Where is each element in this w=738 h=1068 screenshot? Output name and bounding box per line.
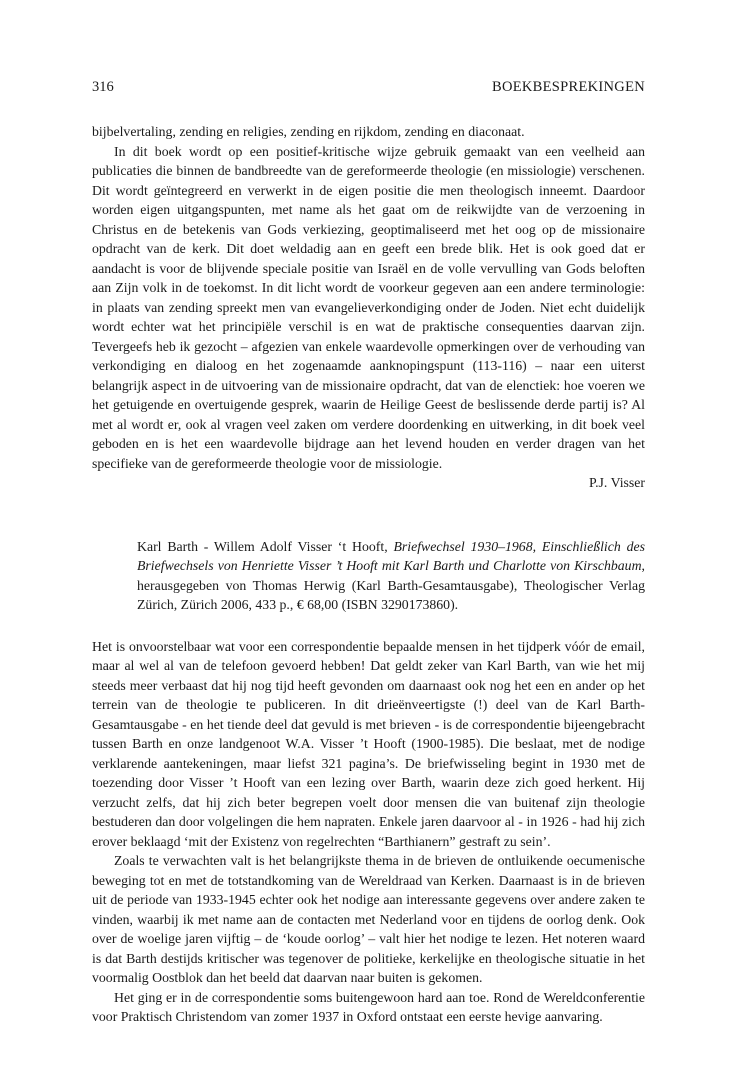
review-2-paragraph-3: Het ging er in de correspondentie soms buitengewoon hard aan toe. Rond de Wereldconferentie voor Praktisch Christendom van zomer 1937 in Oxford ontstaat een eerste hevige aanvaring.: [92, 989, 645, 1024]
biblio-details: , herausgegeben von Thomas Herwig (Karl Barth-Gesamtausgabe), Theologischer Verlag Zürich, Zürich 2006, 433 p., € 68,00 (ISBN 3290173860).: [137, 558, 645, 612]
review-2-paragraph-1: Het is onvoorstelbaar wat voor een correspondentie bepaalde mensen in het tijdperk vóór de email, maar al wel al van de telefoon gevoerd hebben! Dat geldt zeker van Karl Barth, van wie het mij steeds meer verbaast dat hij nog tijd heeft gevonden om daarnaast ook nog het een en ander op het terrein van de theologie te publiceren. In dit drieënveertigste (!) deel van de Karl Barth-Gesamtausgabe - en het tiende deel dat gevuld is met brieven - is de correspondentie bijeengebracht tussen Barth en onze landgenoot W.A. Visser ’t Hooft (1900-1985). Die beslaat, met de nodige verklarende aantekeningen, maar liefst 321 pagina’s. De briefwisseling begint in 1930 met de toezending door Visser ’t Hooft van een lezing over Barth, waarin deze zich goed herkent. Hij verzucht zelfs, dat hij zich beter begrepen voelt door mensen die van buitenaf zijn theologie bestuderen dan door volgelingen die hem napraten. Enkele jaren daarvoor al - in 1926 - had hij zich erover beklaagd ‘mit der Existenz von regelrechten “Barthianern” gestraft zu sein’.: [92, 638, 645, 849]
biblio-title: Briefwechsel 1930–1968, Einschließlich des Briefwechsels von Henriette Visser ’t Hooft mit Karl Barth und Charlotte von Kirschbaum: [137, 538, 645, 573]
bibliographic-entry: [137, 537, 645, 615]
section-title: BOEKBESPREKINGEN: [491, 79, 645, 95]
running-header: [92, 79, 645, 96]
review-2-text: [92, 637, 645, 1027]
review-2-paragraph-2: Zoals te verwachten valt is het belangrijkste thema in de brieven de ontluikende oecumenische beweging tot en met de totstandkoming van de Wereldraad van Kerken. Daarnaast is in de brieven uit de periode van 1933-1945 echter ook het nodige aan interessante gegevens over andere zaken te vinden, waarbij ik met name aan de contacten met Nederland voor en tijdens de oorlog denk. Ook over de woelige jaren vijftig – de ‘koude oorlog’ – valt hier het nodige te lezen. Het noteren waard is dat Barth destijds kritischer was tegenover de politieke, kerkelijke en theologische situatie in het voormalig Oostblok dan het beeld dat daarvan naar buiten is gekomen.: [92, 853, 645, 985]
review-2: [92, 537, 645, 1027]
reviewer-signature: P.J. Visser: [588, 475, 645, 490]
page-number: 316: [92, 79, 114, 95]
biblio-authors: Karl Barth - Willem Adolf Visser ‘t Hooft,: [137, 538, 394, 554]
review-1-paragraph-1: bijbelvertaling, zending en religies, zending en rijkdom, zending en diaconaat.: [92, 124, 525, 139]
review-1-paragraph-2: In dit boek wordt op een positief-kritische wijze gebruik gemaakt van een veelheid aan publicaties die binnen de bandbreedte van de gereformeerde theologie (en missiologie) verschenen. Dit wordt geïntegreerd en verwerkt in de eigen positie die men theologisch inneemt. Daardoor worden eigen uitgangspunten, met name als het gaat om de reikwijdte van de verzoening in Christus en de betekenis van Gods verkiezing, geoptimaliseerd met het oog op de missionaire opdracht van de kerk. Dit doet weldadig aan en geeft een brede blik. Het is ook goed dat er aandacht is voor de blijvende speciale positie van Israël en de volle vervulling van Gods beloften aan Zijn volk in de toekomst. In dit licht wordt de voorkeur gegeven aan een andere terminologie: in plaats van zending spreekt men van evangelieverkondiging onder de Joden. Niet echt duidelijk wordt echter wat het principiële verschil is en wat de praktische consequenties daarvan zijn. Tevergeefs heb ik gezocht – afgezien van enkele waardevolle opmerkingen over de verhouding van verkondiging en dialoog en het zogenaamde aanknopingspunt (113-116) – naar een uiterst belangrijk aspect in de uitvoering van de missionaire opdracht, dat van de elenctiek: hoe voeren we het getuigende en overtuigende gesprek, waarin de Heilige Geest de beslissende derde partij is? Al met al wordt er, ook al vragen veel zaken om verdere doordenking en uitwerking, in dit boek veel geboden en is het een waardevolle bijdrage aan het levend houden en verder dragen van het specifieke van de gereformeerde theologie voor de missiologie.: [92, 143, 645, 471]
page-body: [92, 122, 645, 1027]
review-1: [92, 122, 645, 493]
